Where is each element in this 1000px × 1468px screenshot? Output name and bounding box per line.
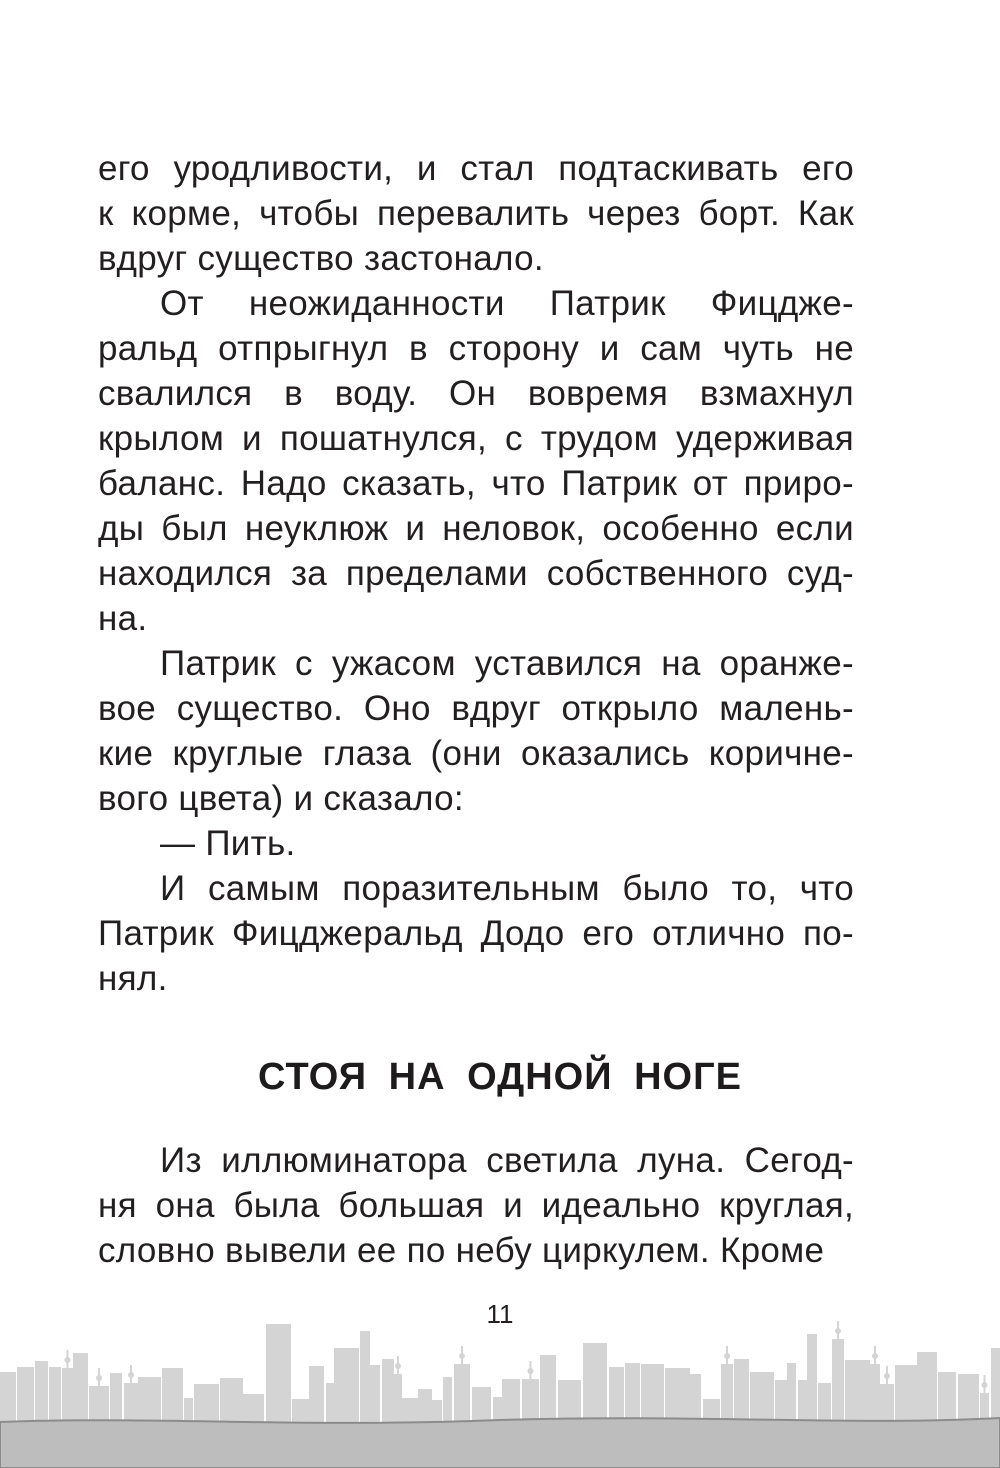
text-line: кие круглые глаза (они оказались коричне- — [98, 734, 854, 773]
text-line: От неожиданности Патрик Фицдже- — [160, 284, 854, 323]
chapter-title: СТОЯ НА ОДНОЙ НОГЕ — [257, 1056, 743, 1098]
text-line: его уродливости, и стал подтаскивать его — [98, 149, 854, 188]
text-line: — Пить. — [160, 824, 296, 863]
text-line: находился за пределами собственного суд- — [98, 554, 854, 593]
text-line: свалился в воду. Он вовремя взмахнул — [98, 374, 854, 413]
text-line: И самым поразительным было то, что — [160, 869, 854, 908]
body-text-top — [98, 146, 854, 1001]
text-line: Патрик Фицджеральд Додо его отлично по- — [98, 914, 854, 953]
page-number: 11 — [486, 1299, 514, 1329]
text-line: Из иллюминатора светила луна. Сегод- — [160, 1141, 854, 1180]
text-line: ды был неуклюж и неловок, особенно если — [98, 509, 854, 548]
text-line: на. — [98, 599, 148, 638]
text-line: крылом и пошатнулся, с трудом удерживая — [98, 419, 854, 458]
text-line: вое существо. Оно вдруг открыло малень- — [98, 689, 854, 728]
text-line: к корме, чтобы перевалить через борт. Как — [98, 194, 854, 233]
text-line: вдруг существо застонало. — [98, 239, 544, 278]
text-line: ральд отпрыгнул в сторону и сам чуть не — [98, 329, 854, 368]
text-line: Патрик с ужасом уставился на оранже- — [160, 644, 854, 683]
text-line: баланс. Надо сказать, что Патрик от приро- — [98, 464, 854, 503]
ground-band — [0, 1418, 1000, 1468]
text-line: вого цвета) и сказало: — [98, 779, 464, 818]
body-text-bottom — [98, 1138, 854, 1273]
text-line: нял. — [98, 959, 168, 998]
text-line: ня она была большая и идеально круглая, — [98, 1186, 854, 1225]
text-line: словно вывели ее по небу циркулем. Кроме — [98, 1231, 825, 1270]
